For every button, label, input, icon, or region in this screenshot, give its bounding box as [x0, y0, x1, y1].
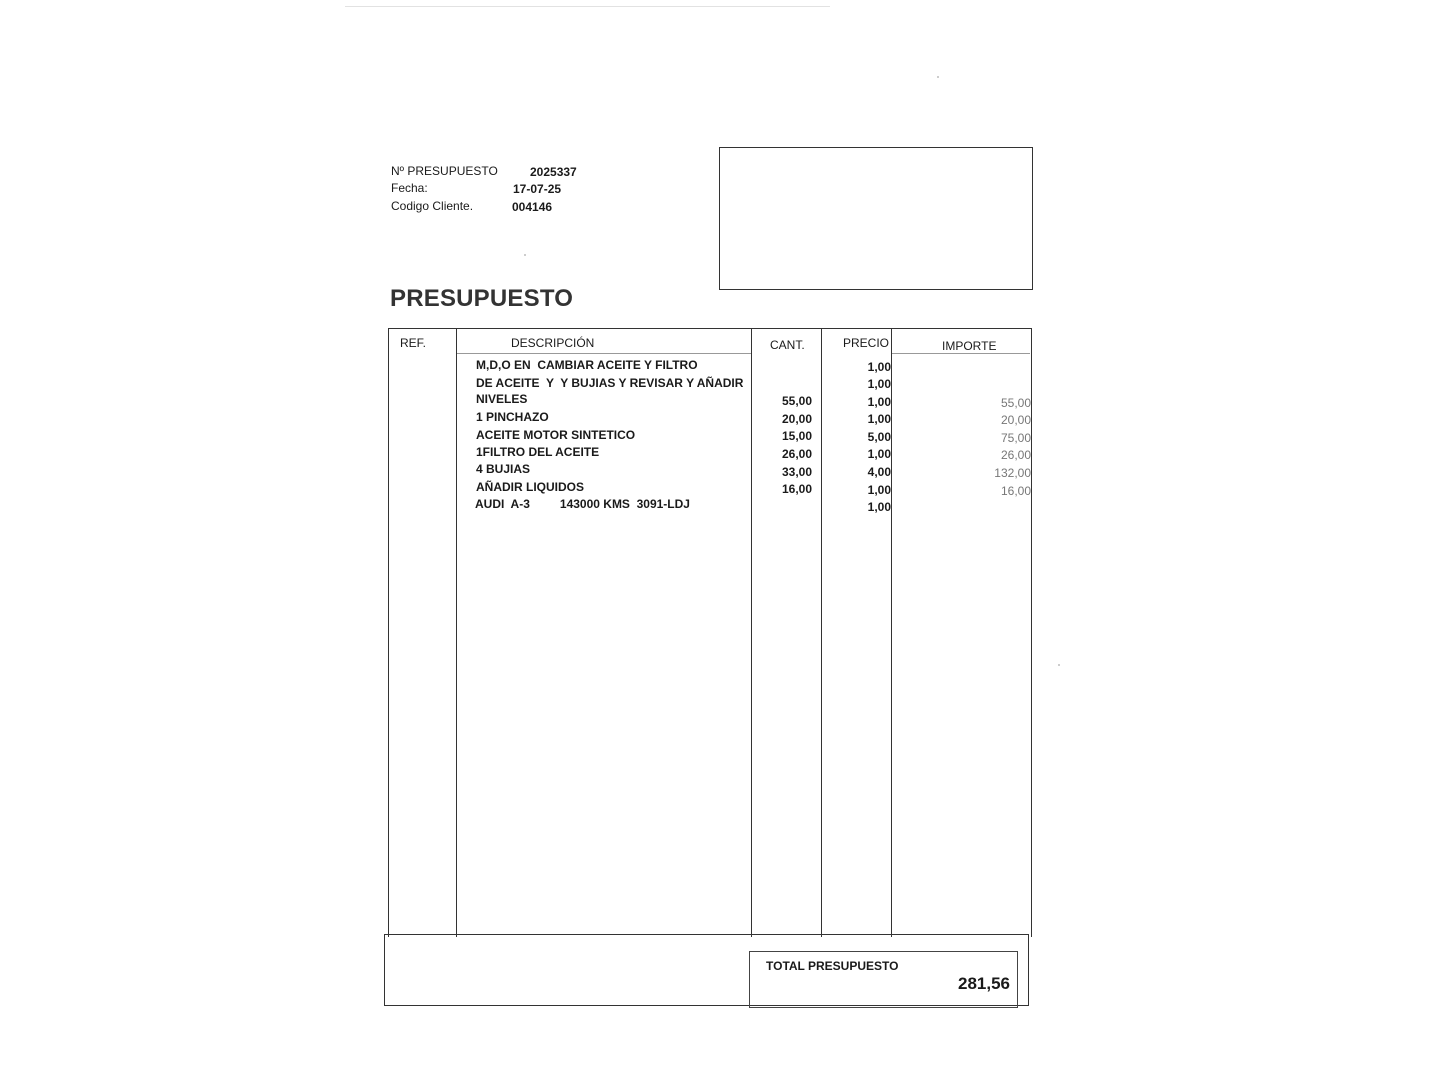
presupuesto-number-label: Nº PRESUPUESTO	[391, 164, 498, 178]
column-header-descripcion: DESCRIPCIÓN	[511, 336, 595, 350]
header-separator	[457, 353, 751, 354]
presupuesto-number-value: 2025337	[530, 165, 577, 179]
fecha-label: Fecha:	[391, 181, 428, 195]
row-precio: 4,00	[867, 465, 891, 479]
row-precio: 1,00	[867, 412, 891, 426]
row-precio: 5,00	[867, 430, 891, 444]
column-divider	[891, 328, 892, 937]
row-description: AUDI A-3 143000 KMS 3091-LDJ	[475, 497, 690, 511]
row-importe: 132,00	[994, 466, 1031, 480]
row-cant: 33,00	[781, 465, 812, 479]
total-value: 281,56	[958, 974, 1010, 993]
row-importe: 75,00	[1000, 431, 1031, 445]
row-cant: 26,00	[781, 447, 812, 461]
row-cant: 16,00	[781, 482, 812, 496]
scan-speck	[937, 76, 939, 78]
column-divider	[456, 328, 457, 937]
row-description: AÑADIR LIQUIDOS	[476, 480, 584, 494]
column-header-cant: CANT.	[770, 338, 805, 352]
row-precio: 1,00	[867, 447, 891, 461]
scan-speck	[524, 254, 526, 256]
row-description: 1FILTRO DEL ACEITE	[476, 445, 600, 459]
row-description: 4 BUJIAS	[476, 462, 531, 476]
scan-top-edge-line	[345, 6, 830, 7]
fecha-value: 17-07-25	[513, 182, 562, 196]
row-precio: 1,00	[867, 395, 891, 409]
row-precio: 1,00	[867, 483, 891, 497]
document-title: PRESUPUESTO	[390, 285, 574, 312]
row-description: M,D,O EN CAMBIAR ACEITE Y FILTRO	[476, 358, 698, 372]
row-description: NIVELES	[476, 392, 528, 406]
cliente-code-value: 004146	[512, 200, 553, 214]
header-separator	[892, 353, 1030, 354]
row-importe: 20,00	[1000, 413, 1031, 427]
column-header-ref: REF.	[400, 336, 427, 350]
row-importe: 26,00	[1000, 448, 1031, 462]
row-importe: 55,00	[1000, 396, 1031, 410]
row-precio: 1,00	[867, 360, 891, 374]
column-divider	[821, 328, 822, 937]
scan-speck	[1058, 664, 1060, 666]
row-precio: 1,00	[867, 500, 891, 514]
row-importe: 16,00	[1000, 484, 1031, 498]
column-header-importe: IMPORTE	[942, 339, 997, 353]
row-description: ACEITE MOTOR SINTETICO	[476, 428, 636, 442]
cliente-code-label: Codigo Cliente.	[391, 199, 474, 213]
row-description: 1 PINCHAZO	[476, 410, 549, 424]
row-cant: 15,00	[781, 429, 812, 443]
row-cant: 55,00	[781, 394, 812, 408]
column-header-precio: PRECIO	[843, 336, 890, 350]
row-cant: 20,00	[781, 412, 812, 426]
total-label: TOTAL PRESUPUESTO	[766, 959, 899, 973]
row-precio: 1,00	[867, 377, 891, 391]
client-address-box	[719, 147, 1033, 290]
row-description: DE ACEITE Y Y BUJIAS Y REVISAR Y AÑADIR	[476, 376, 744, 390]
